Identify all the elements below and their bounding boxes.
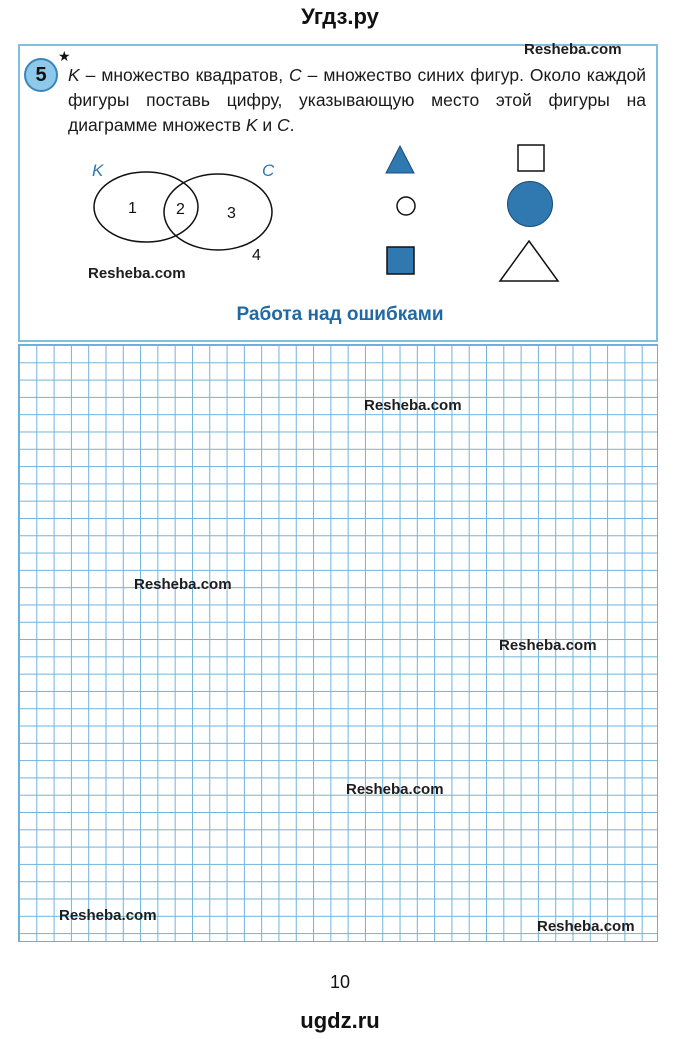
page-number: 10 (329, 972, 351, 992)
white-triangle-shape (499, 240, 559, 282)
blue-square-shape (386, 246, 416, 276)
region-2-label: 2 (176, 201, 185, 218)
watermark: Resheba.com (59, 907, 157, 924)
blue-triangle-shape (385, 145, 415, 175)
watermark: Resheba.com (524, 41, 622, 58)
region-1-label: 1 (128, 200, 137, 217)
set-c-label: C (262, 161, 275, 180)
blue-circle-shape (506, 180, 554, 228)
white-square-shape (517, 144, 545, 172)
task-text-part: . (289, 115, 295, 135)
var-k: K (68, 65, 80, 85)
set-k-label: K (92, 161, 104, 180)
watermark: Resheba.com (134, 576, 232, 593)
site-header[interactable]: Угдз.ру (301, 4, 379, 29)
region-4-label: 4 (252, 247, 261, 264)
region-3-label: 3 (227, 205, 236, 222)
task-number: 5 (35, 63, 47, 86)
task-text-part: – множество квадратов, (79, 65, 290, 85)
watermark: Resheba.com (346, 781, 444, 798)
task-text (68, 63, 646, 138)
section-title: Работа над ошибками (236, 304, 444, 325)
watermark: Resheba.com (88, 265, 186, 282)
site-footer[interactable]: ugdz.ru (300, 1008, 380, 1033)
var-c: C (277, 115, 290, 135)
task-text-part: и (257, 115, 278, 135)
var-c: C (289, 65, 302, 85)
watermark: Resheba.com (499, 637, 597, 654)
var-k: K (245, 115, 258, 135)
white-circle-shape (396, 196, 416, 216)
watermark: Resheba.com (364, 397, 462, 414)
watermark: Resheba.com (537, 918, 635, 935)
venn-diagram (84, 158, 284, 268)
star-icon: ★ (58, 48, 71, 64)
task-text-part: – множество синих фигур. Около каждой фигуры поставь цифру, указывающую место этой фигуры на диаграмме множеств (68, 65, 646, 135)
task-number-badge (24, 58, 58, 92)
